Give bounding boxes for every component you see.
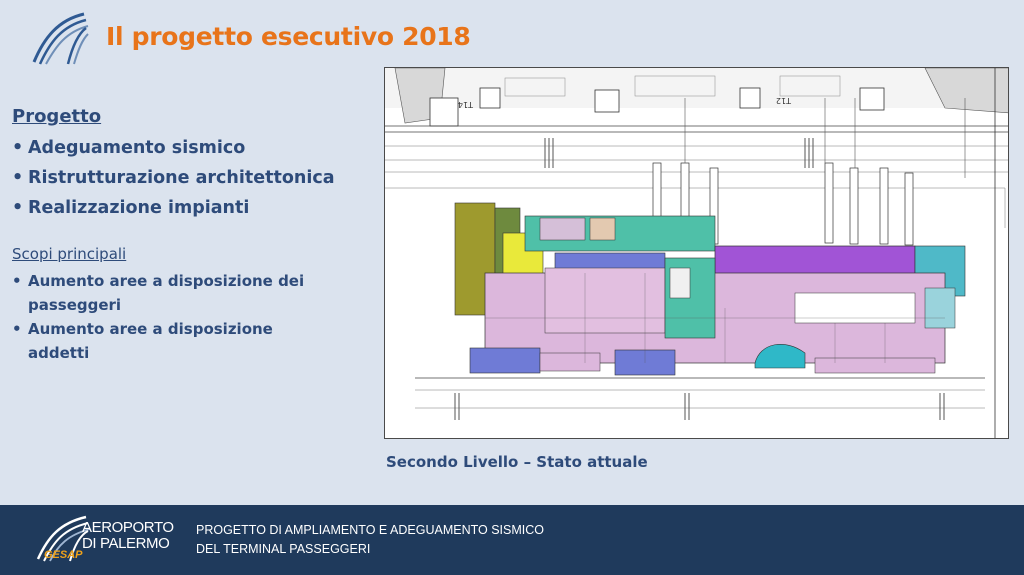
bullet-item: • Aumento aree a disposizione dei passeggeri — [12, 272, 305, 314]
airport-logo-icon — [28, 8, 90, 66]
bullet-item: • Aumento aree a disposizione addetti — [12, 320, 273, 362]
bullet-item: • Ristrutturazione architettonica — [12, 168, 335, 188]
brand-label: GESAP — [44, 549, 83, 561]
page-title: Il progetto esecutivo 2018 — [106, 22, 471, 51]
floor-plan-image — [384, 67, 1009, 439]
bullet-item: • Adeguamento sismico — [12, 138, 246, 158]
footer-bar — [0, 505, 1024, 575]
plan-caption: Secondo Livello – Stato attuale — [386, 453, 648, 471]
plan-label: T14 — [457, 100, 473, 109]
plan-label: T12 — [775, 96, 791, 105]
section-heading-progetto: Progetto — [12, 106, 102, 127]
footer-text: PROGETTO DI AMPLIAMENTO E ADEGUAMENTO SISMICO DEL TERMINAL PASSEGGERI — [196, 523, 544, 556]
content-list — [12, 106, 362, 365]
bullet-item: • Realizzazione impianti — [12, 198, 250, 218]
airport-name: AEROPORTO DI PALERMO — [82, 519, 174, 552]
section-heading-scopi: Scopi principali — [12, 245, 127, 263]
